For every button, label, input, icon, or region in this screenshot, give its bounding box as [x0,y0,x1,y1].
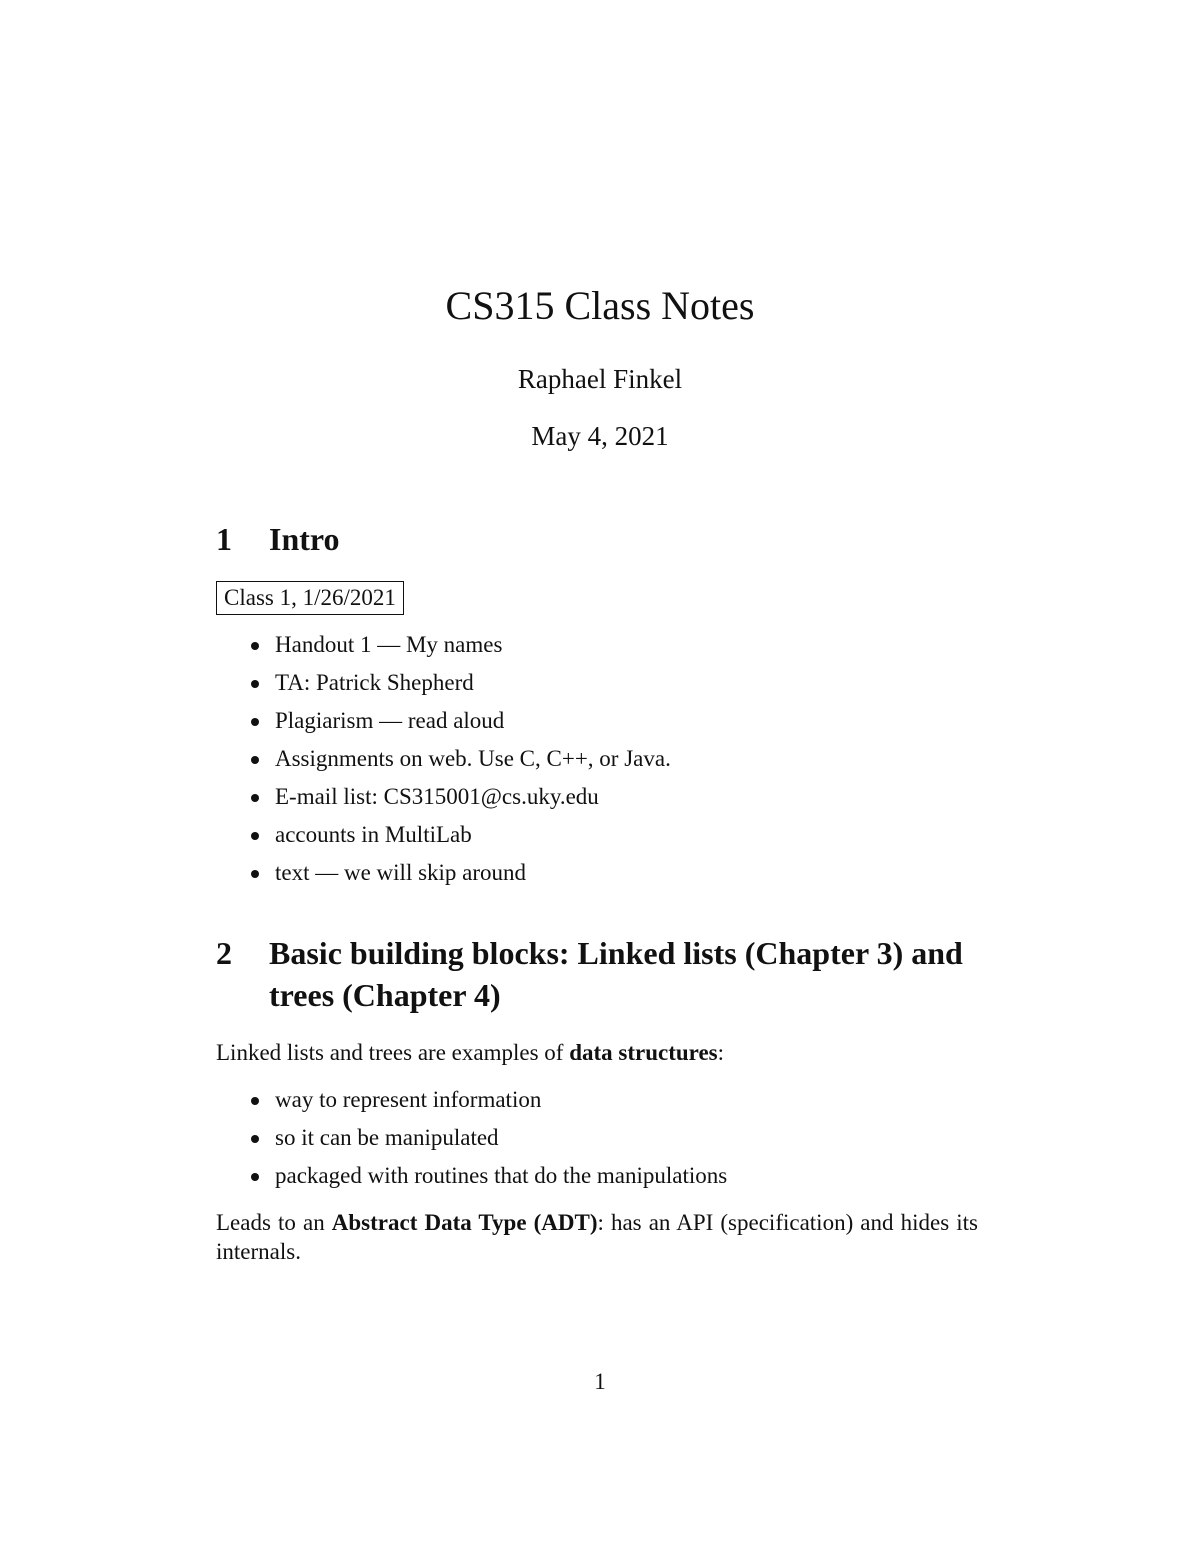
adt-paragraph: Leads to an Abstract Data Type (ADT): has an API (specification) and hides its internals. [216,1210,978,1264]
section-heading-intro [216,518,996,560]
document-title: CS315 Class Notes [445,283,755,328]
list-item: so it can be manipulated [216,1119,996,1157]
data-structures-bullet-list [216,1081,996,1195]
list-item: Plagiarism — read aloud [216,702,996,740]
section-heading-building-blocks [216,932,996,1016]
bullet-icon [251,794,259,802]
section-title: Basic building blocks: Linked lists (Chapter 3) and trees (Chapter 4) [269,935,963,1013]
list-item: TA: Patrick Shepherd [216,664,996,702]
list-item: way to represent information [216,1081,996,1119]
bullet-icon [251,1135,259,1143]
list-item: Handout 1 — My names [216,626,996,664]
document-date: May 4, 2021 [531,421,669,451]
bullet-icon [251,832,259,840]
bullet-icon [251,1097,259,1105]
list-item: accounts in MultiLab [216,816,996,854]
list-item: E-mail list: CS315001@cs.uky.edu [216,778,996,816]
bullet-icon [251,718,259,726]
document-author: Raphael Finkel [517,364,683,394]
list-item: packaged with routines that do the manipulations [216,1157,996,1195]
intro-bullet-list [216,626,996,892]
bullet-icon [251,1173,259,1181]
section-number: 2 [216,935,232,971]
section-title: Intro [269,521,340,557]
bullet-icon [251,680,259,688]
data-structures-term: data structures [569,1040,718,1065]
list-item: Assignments on web. Use C, C++, or Java. [216,740,996,778]
list-item: text — we will skip around [216,854,996,892]
adt-term: Abstract Data Type (ADT) [331,1210,598,1235]
section-number: 1 [216,521,232,557]
page-number: 1 [594,1369,606,1394]
bullet-icon [251,642,259,650]
data-structures-intro: Linked lists and trees are examples of data structures: [216,1040,724,1065]
bullet-icon [251,756,259,764]
bullet-icon [251,870,259,878]
class-date-box: Class 1, 1/26/2021 [216,581,404,615]
